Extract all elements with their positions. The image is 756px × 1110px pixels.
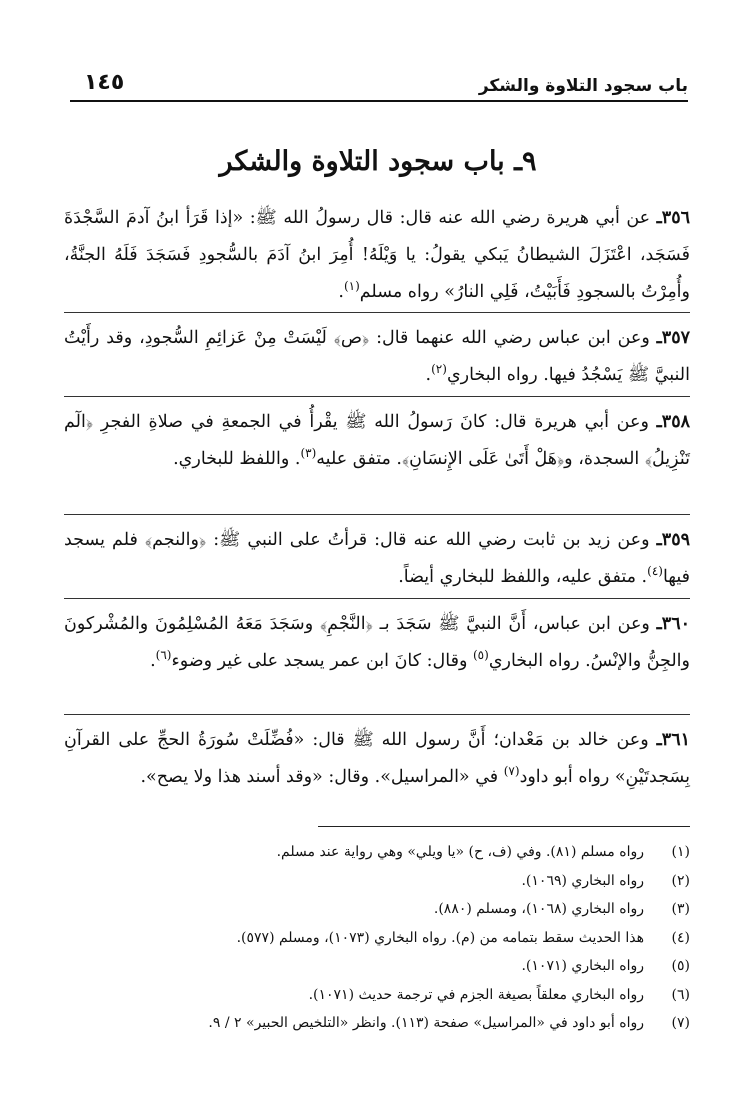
footnote-item <box>120 1009 690 1038</box>
footnote-ref[interactable]: (٤) <box>647 564 663 579</box>
hadith-tail: . <box>425 365 432 385</box>
hadith-number: ٣٦١ـ <box>656 730 690 750</box>
hadith-separator <box>64 714 690 715</box>
hadith-number: ٣٥٩ـ <box>656 530 690 550</box>
hadith-tail: . <box>338 282 344 302</box>
footnote-item <box>120 952 690 981</box>
running-header-title: باب سجود التلاوة والشكر <box>478 76 688 96</box>
hadith-357 <box>64 320 690 394</box>
footnote-item <box>120 838 690 867</box>
footnote-text: رواه البخاري (١٠٧١). <box>521 958 644 974</box>
hadith-separator <box>64 396 690 397</box>
hadith-end: . <box>150 651 156 671</box>
footnote-ref[interactable]: (٧) <box>503 764 520 779</box>
footnote-number: (٧) <box>671 1015 690 1031</box>
footnote-ref[interactable]: (٣) <box>300 446 317 461</box>
hadith-tail: في «المراسيل». وقال: «وقد أسند هذا ولا يصح». <box>140 767 504 787</box>
hadith-body: وعن زيد بن ثابت رضي الله عنه قال: قرأتُ على النبي ﷺ: ﴿والنجم﴾ فلم يسجد فيها <box>64 530 690 587</box>
footnote-number: (٢) <box>671 872 690 889</box>
hadith-359 <box>64 522 690 596</box>
hadith-text <box>64 606 690 680</box>
footnote-item <box>120 924 690 953</box>
hadith-body: وعن أبي هريرة قال: كانَ رَسولُ الله ﷺ يقْرأُ في الجمعةِ في صلاةِ الفجرِ ﴿الٓم تَنْزِيلُ﴾ السجدة، و﴿هَلْ أَتَىٰ عَلَى الإِنسَانِ﴾. متفق عليه <box>64 412 690 469</box>
page-number: ١٤٥ <box>84 70 125 95</box>
footnote-number: (٤) <box>671 929 690 946</box>
hadith-tail: وقال: كانَ ابن عمر يسجد على غير وضوء <box>171 651 473 671</box>
footnote-item <box>120 981 690 1010</box>
hadith-tail: . متفق عليه، واللفظ للبخاري أيضاً. <box>398 567 648 587</box>
hadith-number: ٣٥٦ـ <box>656 208 690 228</box>
hadith-number: ٣٥٨ـ <box>656 412 690 432</box>
hadith-body: وعن خالد بن مَعْدان؛ أَنَّ رسول الله ﷺ قال: «فُضِّلَتْ سُورَةُ الحجِّ على القرآنِ بِسَجدتَيْنِ» رواه أبو داود <box>64 730 690 787</box>
footnote-text: رواه مسلم (٨١). وفي (ف، ح) «يا ويلي» وهي رواية عند مسلم. <box>276 844 644 860</box>
footnote-item <box>120 895 690 924</box>
hadith-separator <box>64 598 690 599</box>
hadith-text <box>64 722 690 796</box>
hadith-separator <box>64 514 690 515</box>
hadith-body: وعن ابن عباس، أَنَّ النبيَّ ﷺ سَجَدَ بـ ﴿النَّجْمِ﴾ وسَجَدَ مَعَهُ المُسْلِمُونَ والمُشْركونَ والجِنُّ والإنْسُ. رواه البخاري <box>64 614 690 671</box>
hadith-body: وعن ابن عباس رضي الله عنهما قال: ﴿ص﴾ لَيْسَتْ مِنْ عَزائِمِ السُّجودِ، وقد رأَيْتُ النبيَّ ﷺ يَسْجُدُ فيها. رواه البخاري <box>64 328 690 385</box>
footnote-number: (٥) <box>671 958 690 974</box>
chapter-title: ٩ـ باب سجود التلاوة والشكر <box>219 146 537 177</box>
footnote-item <box>120 867 690 896</box>
hadith-358 <box>64 404 690 478</box>
hadith-361 <box>64 722 690 796</box>
footnote-ref[interactable]: (٦) <box>155 648 172 663</box>
hadith-text <box>64 522 690 596</box>
footnote-ref[interactable]: (٢) <box>431 362 447 377</box>
hadith-text <box>64 404 690 478</box>
hadith-number: ٣٥٧ـ <box>656 328 690 348</box>
hadith-separator <box>64 312 690 313</box>
footnote-number: (١) <box>671 844 690 860</box>
hadith-body: عن أبي هريرة رضي الله عنه قال: قال رسولُ الله ﷺ: «إذا قَرَأ ابنُ آدمَ السَّجْدَةَ فَسَجَد، اعْتَزَلَ الشيطانُ يَبكي يقولُ: يا وَيْلَهُ! أُمِرَ ابنُ آدَمَ بالسُّجودِ فَسَجَدَ فَلَهُ الجنَّةُ، وأُمِرْتُ بالسجودِ فَأَبَيْتُ، فَلِي النارُ» رواه مسلم <box>64 208 690 302</box>
footnote-text: رواه البخاري معلقاً بصيغة الجزم في ترجمة حديث (١٠٧١). <box>308 986 644 1003</box>
footnote-rule <box>318 826 690 827</box>
footnote-text: رواه البخاري (١٠٦٩). <box>521 872 644 889</box>
footnote-ref[interactable]: (١) <box>343 279 360 294</box>
footnote-ref[interactable]: (٥) <box>472 648 489 663</box>
header-rule <box>70 100 688 102</box>
hadith-text <box>64 320 690 394</box>
hadith-356 <box>64 200 690 311</box>
footnotes <box>120 838 690 1038</box>
footnote-number: (٣) <box>671 901 690 917</box>
hadith-tail: . واللفظ للبخاري. <box>173 449 301 469</box>
running-header <box>70 62 688 102</box>
footnote-text: رواه أبو داود في «المراسيل» صفحة (١١٣). وانظر «التلخيص الحبير» ٢ / ٩. <box>208 1015 644 1031</box>
hadith-text <box>64 200 690 311</box>
footnote-number: (٦) <box>671 986 690 1003</box>
hadith-number: ٣٦٠ـ <box>656 614 690 634</box>
footnote-text: رواه البخاري (١٠٦٨)، ومسلم (٨٨٠). <box>433 901 644 917</box>
hadith-360 <box>64 606 690 680</box>
footnote-text: هذا الحديث سقط بتمامه من (م). رواه البخاري (١٠٧٣)، ومسلم (٥٧٧). <box>236 929 644 946</box>
